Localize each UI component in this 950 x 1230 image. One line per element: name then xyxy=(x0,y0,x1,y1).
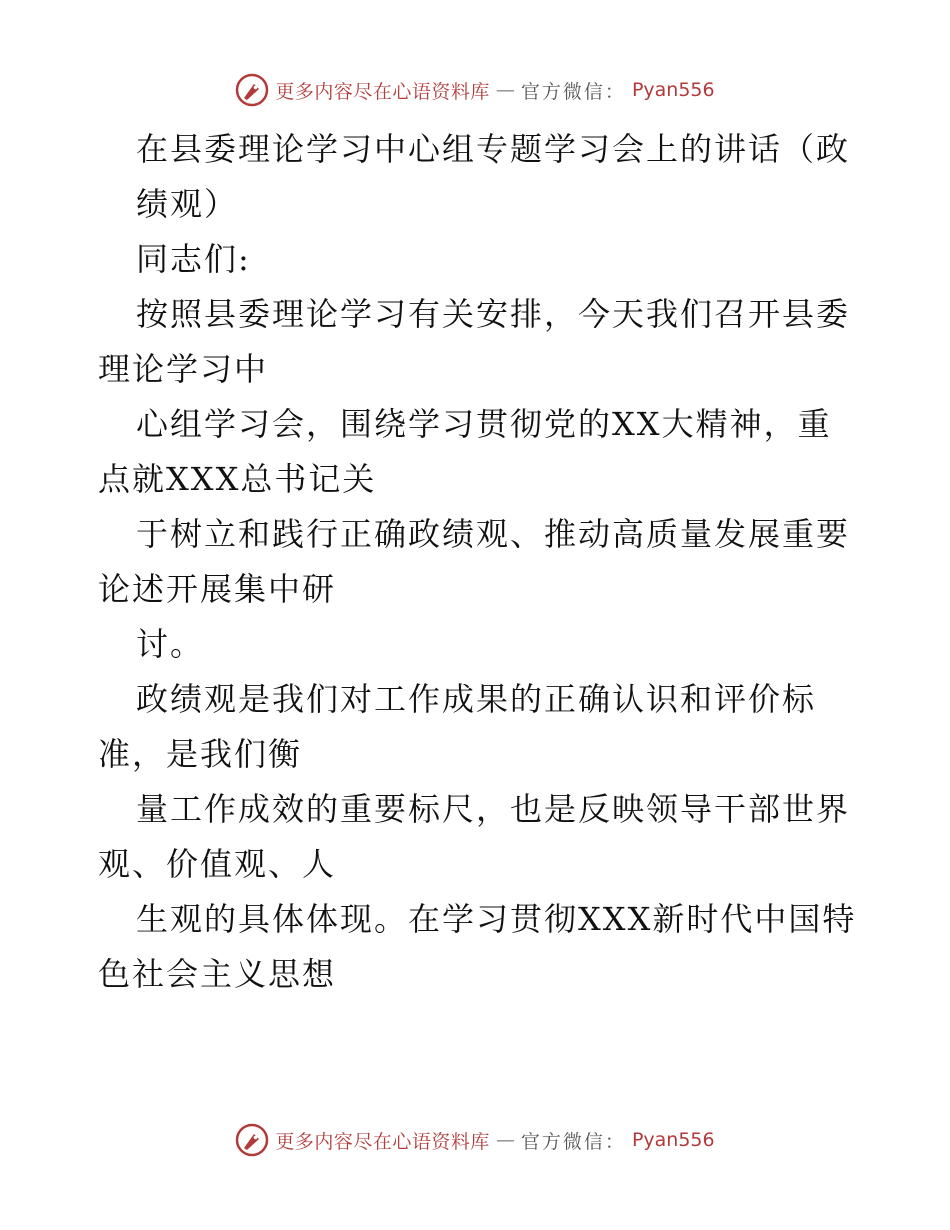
text-line: 色社会主义思想 xyxy=(98,955,337,993)
text-line: 在县委理论学习中心组专题学习会上的讲话（政 xyxy=(136,130,851,168)
text-line: 讨。 xyxy=(136,625,205,663)
text-line: 论述开展集中研 xyxy=(98,570,337,608)
text-line: 于树立和践行正确政绩观、推动高质量发展重要 xyxy=(136,515,851,553)
document-body xyxy=(98,122,858,1002)
banner-separator: — xyxy=(495,79,515,101)
text-line: 同志们: xyxy=(136,240,251,278)
text-line: 量工作成效的重要标尺，也是反映领导干部世界 xyxy=(136,790,851,828)
text-line: 观、价值观、人 xyxy=(98,845,337,883)
pen-nib-logo-icon xyxy=(235,73,269,107)
banner-separator: — xyxy=(495,1129,515,1151)
footer-banner xyxy=(0,1120,950,1160)
pen-nib-logo-icon xyxy=(235,1123,269,1157)
banner-wechat-id: Pyan556 xyxy=(631,1129,715,1151)
banner-wechat-label: 官方微信： xyxy=(520,80,626,103)
banner-site-name: 更多内容尽在心语资料库 xyxy=(275,80,490,103)
text-line: 政绩观是我们对工作成果的正确认识和评价标 xyxy=(136,680,817,718)
banner-wechat-id: Pyan556 xyxy=(631,79,715,101)
text-line: 点就XXX总书记关 xyxy=(98,460,377,498)
text-line: 绩观） xyxy=(136,185,239,223)
text-line: 按照县委理论学习有关安排，今天我们召开县委 xyxy=(136,295,851,333)
banner-wechat-label: 官方微信： xyxy=(520,1130,626,1153)
text-line: 心组学习会，围绕学习贯彻党的XX大精神，重 xyxy=(136,405,832,443)
text-line: 生观的具体体现。在学习贯彻XXX新时代中国特 xyxy=(136,900,857,938)
header-banner xyxy=(0,70,950,110)
text-line: 理论学习中 xyxy=(98,350,269,388)
text-line: 准，是我们衡 xyxy=(98,735,303,773)
banner-site-name: 更多内容尽在心语资料库 xyxy=(275,1130,490,1153)
